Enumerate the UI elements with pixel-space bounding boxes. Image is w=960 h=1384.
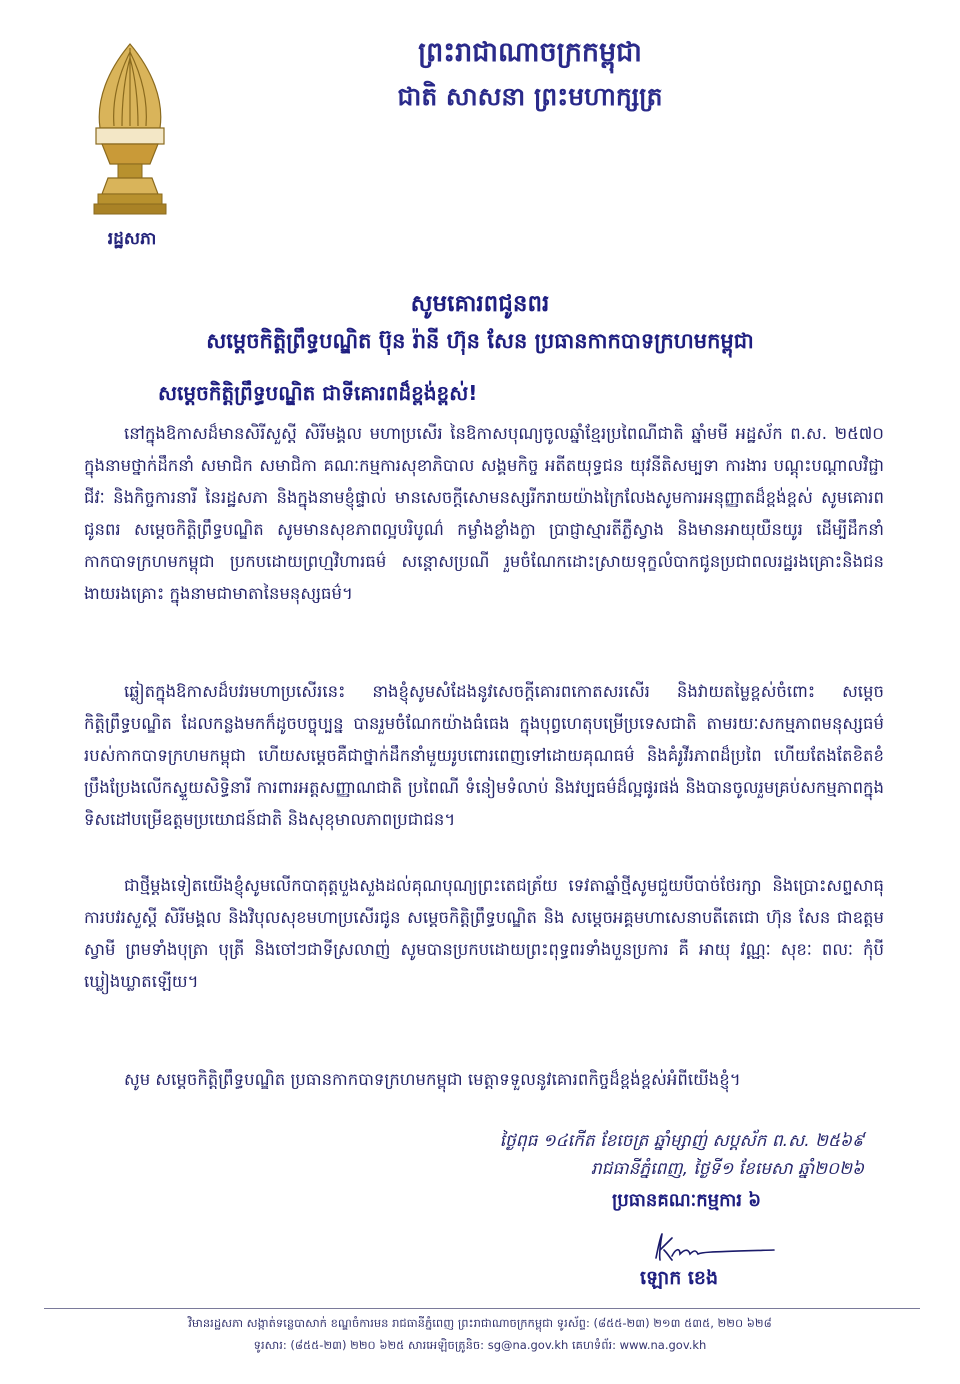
body-paragraph-4: សូម សម្តេចកិត្តិព្រឹទ្ធបណ្ឌិត ប្រធានកាកបាទក្រហមកម្ពុជា មេត្តាទទួលនូវគោរពកិច្ចដ៏ខ្ពង់ខ្ពស់អំពីយើងខ្ញុំ។ (124, 1070, 741, 1089)
kingdom-heading: ព្រះរាជាណាចក្រកម្ពុជា (418, 37, 642, 68)
body-paragraph-1: នៅក្នុងឱកាសដ៏មានសិរីសួស្តី សិរីមង្គល មហាប្រសើរ នៃឱកាសបុណ្យចូលឆ្នាំខ្មែរប្រពៃណីជាតិ ឆ្នាំមមី អដ្ឋស័ក ព.ស. ២៥៧០ ក្នុងនាមថ្នាក់ដឹកនាំ សមាជិក សមាជិកា គណៈកម្មការសុខាភិបាល សង្គមកិច្ច អតីតយុទ្ធជន យុវនីតិសម្បទា ការងារ បណ្តុះបណ្តាលវិជ្ជាជីវៈ និងកិច្ចការនារី នៃរដ្ឋសភា និងក្នុងនាមខ្ញុំផ្ទាល់ មានសេចក្តីសោមនស្សរីករាយយ៉ាងក្រៃលែងសូមការអនុញ្ញាតដ៏ខ្ពង់ខ្ពស់ សូមគោរពជូនពរ សម្តេចកិត្តិព្រឹទ្ធបណ្ឌិត សូមមានសុខភាពល្អបរិបូណ៌ កម្លាំងខ្លាំងក្លា ប្រាជ្ញាស្មារតីភ្លឺស្វាង និងមានអាយុយឺនយូរ ដើម្បីដឹកនាំកាកបាទក្រហមកម្ពុជា ប្រកបដោយព្រហ្មវិហារធម៌ សន្តោសប្រណី រួមចំណែកដោះស្រាយទុក្ខលំបាកជូនប្រជាពលរដ្ឋរងគ្រោះនិងជនងាយរងគ្រោះ ក្នុងនាមជាមាតានៃមនុស្សធម៌។ (84, 424, 884, 603)
footer-divider (44, 1308, 920, 1309)
footer-contact: ទូរសារ: (៨៥៥-២៣) ២២០ ៦២៥ សារអេឡិចត្រូនិច: sg@na.gov.kh គេហទំព័រ: www.na.gov.kh (253, 1338, 707, 1352)
greeting-recipient: សម្តេចកិត្តិព្រឹទ្ធបណ្ឌិត ប៊ុន រ៉ានី ហ៊ុន សែន ប្រធានកាកបាទក្រហមកម្ពុជា (206, 329, 754, 353)
national-motto: ជាតិ សាសនា ព្រះមហាក្សត្រ (397, 82, 663, 111)
footer-address: វិមានរដ្ឋសភា សង្កាត់ទន្លេបាសាក់ ខណ្ឌចំការមន រាជធានីភ្នំពេញ ព្រះរាជាណាចក្រកម្ពុជា ទូរស័ព្ទ: (៨៥៥-២៣) ២១៣ ៥៣៥, ២២០ ៦២៨ (188, 1316, 772, 1330)
parliament-emblem-icon (88, 40, 172, 220)
body-paragraph-2: ឆ្លៀតក្នុងឱកាសដ៏បវរមហាប្រសើរនេះ នាងខ្ញុំសូមសំដែងនូវសេចក្តីគោរពកោតសរសើរ និងវាយតម្លៃខ្ពស់ចំពោះ សម្តេចកិត្តិព្រឹទ្ធបណ្ឌិត ដែលកន្លងមកក៏ដូចបច្ចុប្បន្ន បានរួមចំណែកយ៉ាងធំធេង ក្នុងបុព្វហេតុបម្រើប្រទេសជាតិ តាមរយៈសកម្មភាពមនុស្សធម៌ របស់កាកបាទក្រហមកម្ពុជា ហើយសម្តេចគឺជាថ្នាក់ដឹកនាំមួយរូបពោរពេញទៅដោយគុណធម៌ និងគំរូវីរភាពដ៏ប្រពៃ ហើយតែងតែខិតខំប្រឹងប្រែងលើកស្ទួយសិទ្ធិនារី ការពារអត្តសញ្ញាណជាតិ ប្រពៃណី ទំនៀមទំលាប់ និងវប្បធម៌ដ៏ល្អផូរផង់ និងបានចូលរួមគ្រប់សកម្មភាពក្នុងទិសដៅបម្រើឧត្តមប្រយោជន៍ជាតិ និងសុខុមាលភាពប្រជាជន។ (84, 682, 884, 829)
body-paragraph-3: ជាថ្មីម្តងទៀតយើងខ្ញុំសូមលើកបាតុត្តបួងសួងដល់គុណបុណ្យព្រះតេជត្រ័យ ទេវតាឆ្នាំថ្មីសូមជួយបីបាច់ថែរក្សា និងប្រោះសព្ទសាធុការបវរសួស្តី សិរីមង្គល និងវិបុលសុខមហាប្រសើរជូន សម្តេចកិត្តិព្រឹទ្ធបណ្ឌិត និង សម្តេចអគ្គមហាសេនាបតីតេជោ ហ៊ុន សែន ជាឧត្តមស្វាមី ព្រមទាំងបុត្រា បុត្រី និងចៅៗជាទីស្រលាញ់ សូមបានប្រកបដោយព្រះពុទ្ធពរទាំងបួនប្រការ គឺ អាយុ វណ្ណៈ សុខៈ ពលៈ កុំបីឃ្លៀងឃ្លាតឡើយ។ (84, 876, 884, 991)
date-lunar: ថ្ងៃពុធ ១៤កើត ខែចេត្រ ឆ្នាំម្សាញ់ សប្តស័ក ព.ស. ២៥៦៩ (499, 1131, 864, 1151)
salutation: សម្តេចកិត្តិព្រឹទ្ធបណ្ឌិត ជាទីគោរពដ៏ខ្ពង់ខ្ពស់! (158, 381, 478, 405)
signer-title: ប្រធានគណៈកម្មការ ៦ (612, 1190, 761, 1211)
handwritten-signature (650, 1228, 780, 1268)
org-name: រដ្ឋសភា (107, 229, 157, 249)
greeting-title: សូមគោរពជូនពរ (410, 291, 550, 317)
signer-name: ឡោក ខេង (640, 1267, 719, 1289)
date-solar: រាជធានីភ្នំពេញ, ថ្ងៃទី១ ខែមេសា ឆ្នាំ២០២៦ (590, 1159, 864, 1179)
